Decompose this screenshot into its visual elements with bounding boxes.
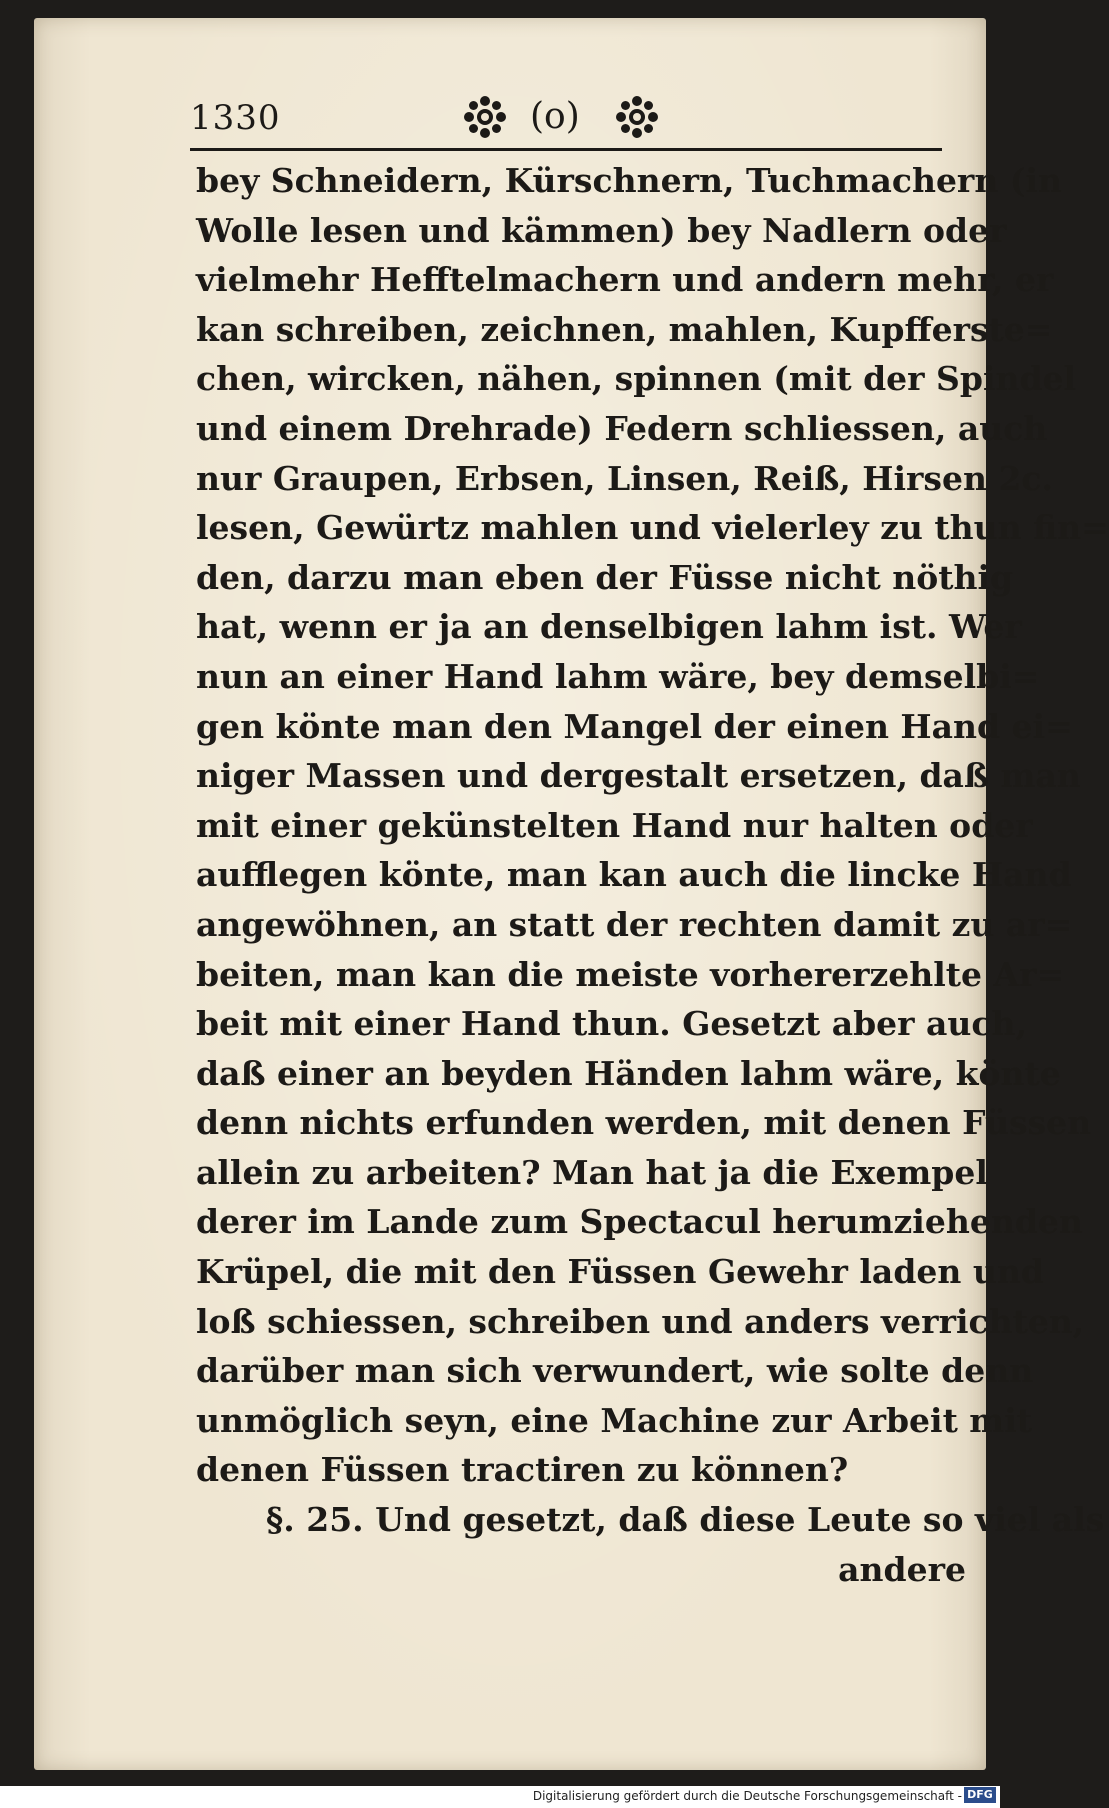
text-line: und einem Drehrade) Federn schliessen, auch	[196, 408, 1048, 448]
text-line: den, darzu man eben der Füsse nicht nöthig	[196, 557, 1014, 597]
dfg-logo: DFG	[964, 1787, 996, 1803]
text-line: beit mit einer Hand thun. Gesetzt aber auch,	[196, 1004, 1027, 1044]
text-line: chen, wircken, nähen, spinnen (mit der Spindel	[196, 359, 1077, 399]
signature-mark: (o)	[530, 96, 580, 137]
text-line: mit einer gekünstelten Hand nur halten oder	[196, 805, 1033, 845]
section-line: §. 25. Und gesetzt, daß diese Leute so viel als	[266, 1500, 1105, 1540]
text-line: aufflegen könte, man kan auch die lincke Hand	[196, 855, 1072, 895]
digitization-credit: Digitalisierung gefördert durch die Deutsche Forschungsgemeinschaft -	[532, 1789, 962, 1803]
text-line: daß einer an beyden Händen lahm wäre, könte	[196, 1053, 1061, 1093]
text-line: kan schreiben, zeichnen, mahlen, Kupfferste=	[196, 309, 1053, 349]
text-line: derer im Lande zum Spectacul herumziehenden	[196, 1202, 1083, 1242]
text-line: allein zu arbeiten? Man hat ja die Exempel	[196, 1152, 988, 1192]
text-line: angewöhnen, an statt der rechten damit zu ar=	[196, 904, 1073, 944]
text-line: nun an einer Hand lahm wäre, bey demselbi=	[196, 656, 1040, 696]
text-line: hat, wenn er ja an denselbigen lahm ist. Wer	[196, 607, 1022, 647]
text-line: bey Schneidern, Kürschnern, Tuchmachern (in	[196, 161, 1062, 200]
header-rule	[190, 148, 942, 151]
text-line: loß schiessen, schreiben und anders verrichten,	[196, 1301, 1085, 1341]
text-line: vielmehr Hefftelmachern und andern mehr, er	[196, 260, 1054, 300]
text-line: denen Füssen tractiren zu können?	[196, 1450, 849, 1490]
text-line: Wolle lesen und kämmen) bey Nadlern oder	[196, 210, 1007, 250]
text-line: gen könte man den Mangel der einen Hand ei=	[196, 706, 1073, 746]
page-header	[190, 88, 940, 148]
text-line: lesen, Gewürtz mahlen und vielerley zu thun fin=	[196, 508, 1109, 548]
flower-ornament-icon	[462, 94, 508, 140]
text-line: beiten, man kan die meiste vorhererzehlte Ar=	[196, 954, 1065, 994]
page-number: 1330	[190, 98, 281, 138]
text-line: nur Graupen, Erbsen, Linsen, Reiß, Hirsen 2c.	[196, 458, 1053, 498]
body-text	[196, 156, 1109, 1594]
text-line: darüber man sich verwundert, wie solte denn	[196, 1351, 1034, 1391]
text-line: niger Massen und dergestalt ersetzen, daß man	[196, 756, 1081, 796]
text-line: unmöglich seyn, eine Machine zur Arbeit mit	[196, 1400, 1033, 1440]
catchword: andere	[838, 1549, 966, 1589]
text-line: denn nichts erfunden werden, mit denen Füssen	[196, 1103, 1092, 1143]
flower-ornament-icon	[614, 94, 660, 140]
text-line: Krüpel, die mit den Füssen Gewehr laden und	[196, 1252, 1044, 1292]
